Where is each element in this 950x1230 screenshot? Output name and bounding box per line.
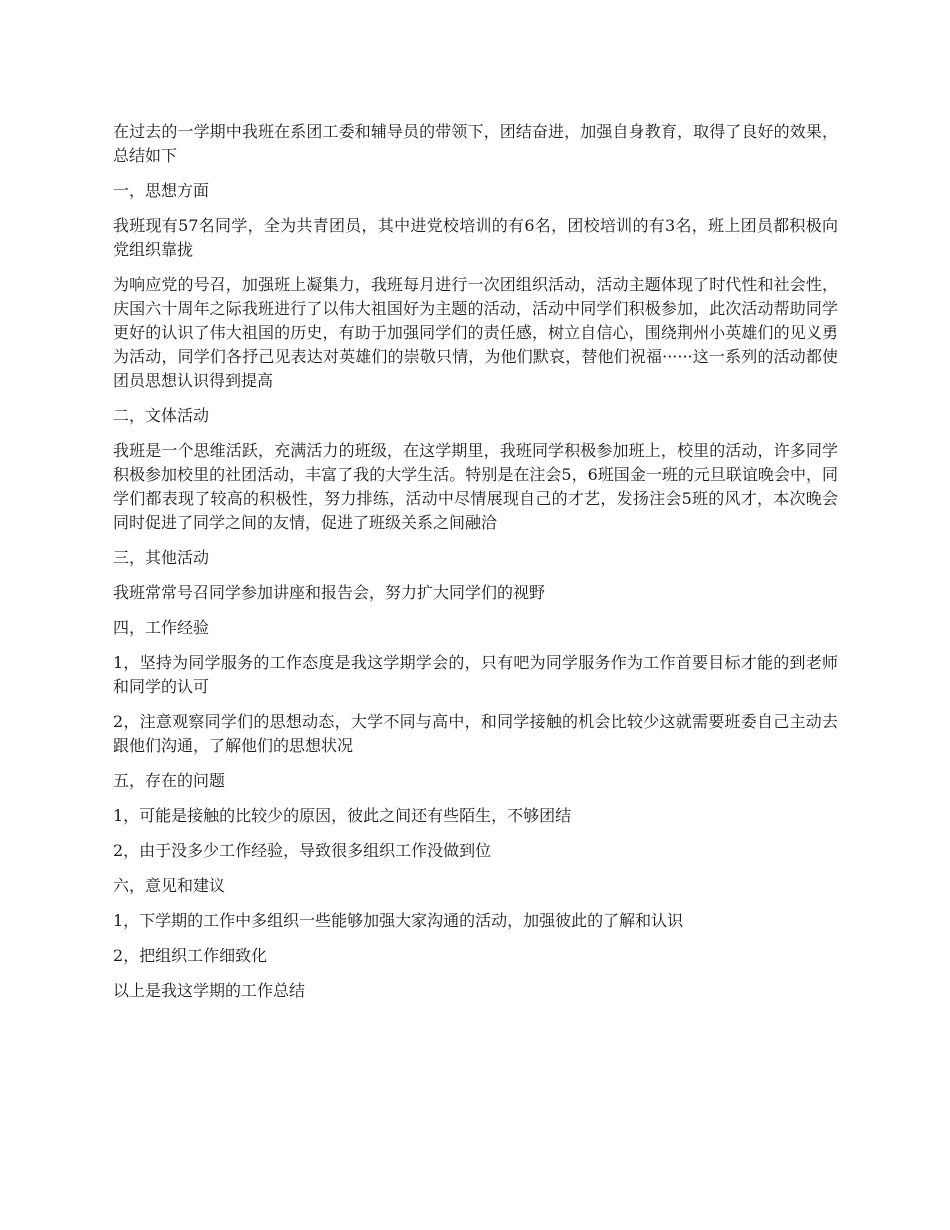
section-heading-experience: 四，工作经验 (113, 618, 210, 637)
list-item: 2，把组织工作细致化 (113, 946, 268, 965)
body-paragraph: 我班常常号召同学参加讲座和报告会，努力扩大同学们的视野 (113, 583, 546, 602)
list-item: 2，注意观察同学们的思想动态，大学不同与高中，和同学接触的机会比较少这就需要班委自己主动去跟他们沟通，了解他们的思想状况 (113, 712, 838, 755)
section-heading-thought: 一，思想方面 (113, 181, 210, 200)
section-heading-other: 三，其他活动 (113, 548, 210, 567)
section-heading-activities: 二，文体活动 (113, 406, 210, 425)
list-item: 1，下学期的工作中多组织一些能够加强大家沟通的活动，加强彼此的了解和认识 (113, 911, 684, 930)
body-paragraph: 为响应党的号召，加强班上凝集力，我班每月进行一次团组织活动，活动主题体现了时代性和社会性，庆国六十周年之际我班进行了以伟大祖国好为主题的活动，活动中同学们积极参加，此次活动帮助同学更好的认识了伟大祖国的历史，有助于加强同学们的责任感，树立自信心，围绕荆州小英雄们的见义勇为活动，同学们各抒己见表达对英雄们的崇敬只情，为他们默哀，替他们祝福······这一系列的活动都使团员思想认识得到提高 (113, 275, 838, 390)
section-heading-problems: 五，存在的问题 (113, 771, 226, 790)
body-paragraph: 我班现有57名同学，全为共青团员，其中进党校培训的有6名，团校培训的有3名，班上团员都积极向党组织靠拢 (113, 216, 838, 259)
document-body (113, 120, 838, 1014)
closing-paragraph: 以上是我这学期的工作总结 (113, 981, 306, 1000)
list-item: 2，由于没多少工作经验，导致很多组织工作没做到位 (113, 841, 492, 860)
body-paragraph: 我班是一个思维活跃，充满活力的班级，在这学期里，我班同学积极参加班上，校里的活动，许多同学积极参加校里的社团活动，丰富了我的大学生活。特别是在注会5，6班国金一班的元旦联谊晚会中，同学们都表现了较高的积极性，努力排练，活动中尽情展现自己的才艺，发扬注会5班的风才，本次晚会同时促进了同学之间的友情，促进了班级关系之间融洽 (113, 441, 838, 532)
section-heading-suggestions: 六，意见和建议 (113, 876, 226, 895)
intro-paragraph: 在过去的一学期中我班在系团工委和辅导员的带领下，团结奋进，加强自身教育，取得了良好的效果，总结如下 (113, 122, 838, 165)
list-item: 1，可能是接触的比较少的原因，彼此之间还有些陌生，不够团结 (113, 806, 572, 825)
list-item: 1，坚持为同学服务的工作态度是我这学期学会的，只有吧为同学服务作为工作首要目标才能的到老师和同学的认可 (113, 653, 838, 696)
